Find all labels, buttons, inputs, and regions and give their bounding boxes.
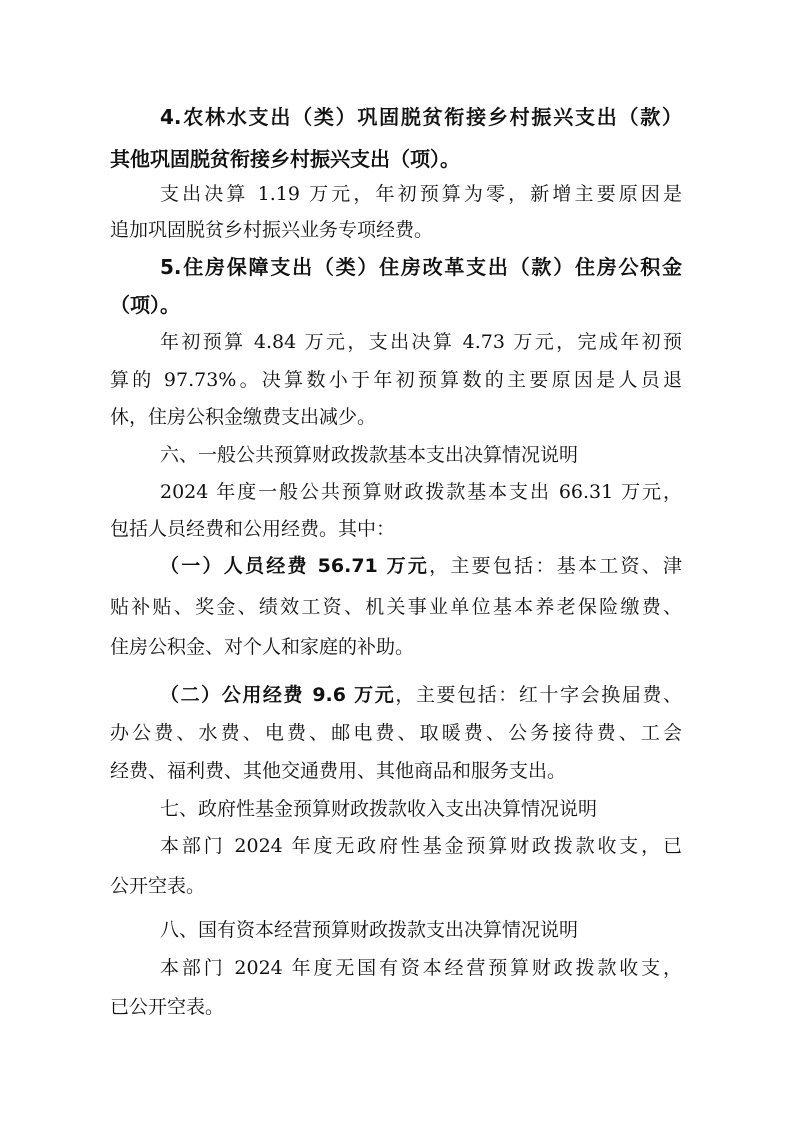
section-5-heading-line-1: 5.住房保障支出（类）住房改革支出（款）住房公积金 xyxy=(160,255,682,279)
section-4-heading-line-1: 4.农林水支出（类）巩固脱贫衔接乡村振兴支出（款） xyxy=(160,105,682,129)
section-8-paragraph-line-2: 已公开空表。 xyxy=(110,996,225,1018)
personnel-expense-text: ，主要包括：基本工资、津 xyxy=(429,555,682,577)
public-expense-label: （二）公用经费 9.6 万元 xyxy=(160,684,396,706)
personnel-expense-line-1 xyxy=(160,552,682,580)
section-8-paragraph-line-1: 本部门 2024 年度无国有资本经营预算财政拨款收支， xyxy=(160,957,682,979)
section-4-paragraph-line-2: 追加巩固脱贫乡村振兴业务专项经费。 xyxy=(110,219,434,241)
public-expense-line-1 xyxy=(160,681,682,709)
personnel-expense-label: （一）人员经费 56.71 万元 xyxy=(160,555,430,577)
section-7-paragraph-line-1: 本部门 2024 年度无政府性基金预算财政拨款收支，已 xyxy=(160,835,682,857)
section-7-title: 七、政府性基金预算财政拨款收入支出决算情况说明 xyxy=(160,798,598,820)
section-6-paragraph-line-1: 2024 年度一般公共预算财政拨款基本支出 66.31 万元， xyxy=(160,481,682,503)
section-5-paragraph-line-2: 算的 97.73%。决算数小于年初预算数的主要原因是人员退 xyxy=(110,369,682,391)
section-4-heading-line-2: 其他巩固脱贫衔接乡村振兴支出（项）。 xyxy=(110,147,460,171)
section-4-paragraph-line-1: 支出决算 1.19 万元，年初预算为零，新增主要原因是 xyxy=(160,183,682,205)
section-5-paragraph-line-3: 休，住房公积金缴费支出减少。 xyxy=(110,406,377,428)
section-5-heading-line-2: （项）。 xyxy=(110,293,180,317)
section-8-title: 八、国有资本经营预算财政拨款支出决算情况说明 xyxy=(160,919,579,941)
public-expense-text: ，主要包括：红十字会换届费、 xyxy=(395,684,682,706)
section-6-paragraph-line-2: 包括人员经费和公用经费。其中： xyxy=(110,518,396,540)
personnel-expense-line-3: 住房公积金、对个人和家庭的补助。 xyxy=(110,636,415,658)
section-7-paragraph-line-2: 公开空表。 xyxy=(110,875,206,897)
personnel-expense-line-2: 贴补贴、奖金、绩效工资、机关事业单位基本养老保险缴费、 xyxy=(110,596,682,618)
public-expense-line-2: 办公费、水费、电费、邮电费、取暖费、公务接待费、工会 xyxy=(110,722,682,744)
section-5-paragraph-line-1: 年初预算 4.84 万元，支出决算 4.73 万元，完成年初预 xyxy=(160,331,682,353)
section-6-title: 六、一般公共预算财政拨款基本支出决算情况说明 xyxy=(160,444,579,466)
public-expense-line-3: 经费、福利费、其他交通费用、其他商品和服务支出。 xyxy=(110,760,567,782)
